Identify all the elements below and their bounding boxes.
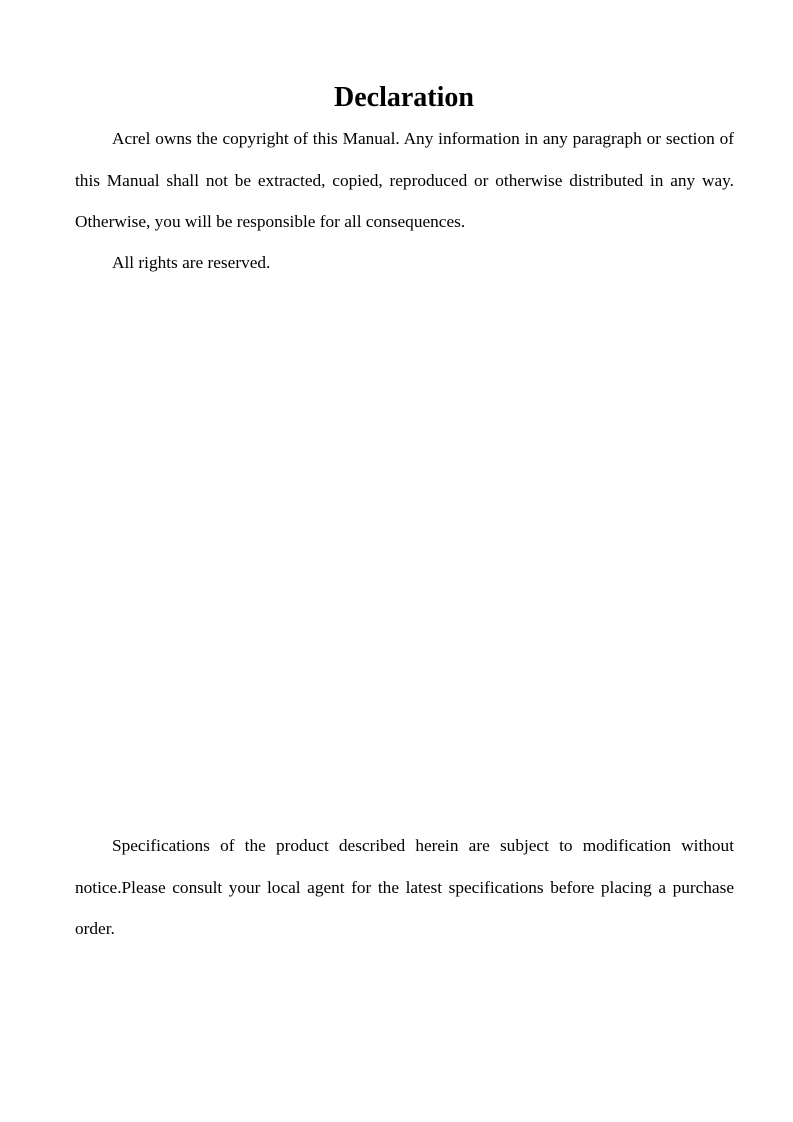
copyright-paragraph: Acrel owns the copyright of this Manual. Any information in any paragraph or section of this Manual shall not be extracted, copied, reproduced or otherwise distributed in any way. Otherwise, you will be responsible for all consequences. xyxy=(75,129,734,231)
rights-reserved-paragraph: All rights are reserved. xyxy=(112,253,271,272)
page-title: Declaration xyxy=(334,82,474,113)
specifications-paragraph: Specifications of the product described herein are subject to modification without notice.Please consult your local agent for the latest specifications before placing a purchase order. xyxy=(75,836,734,938)
